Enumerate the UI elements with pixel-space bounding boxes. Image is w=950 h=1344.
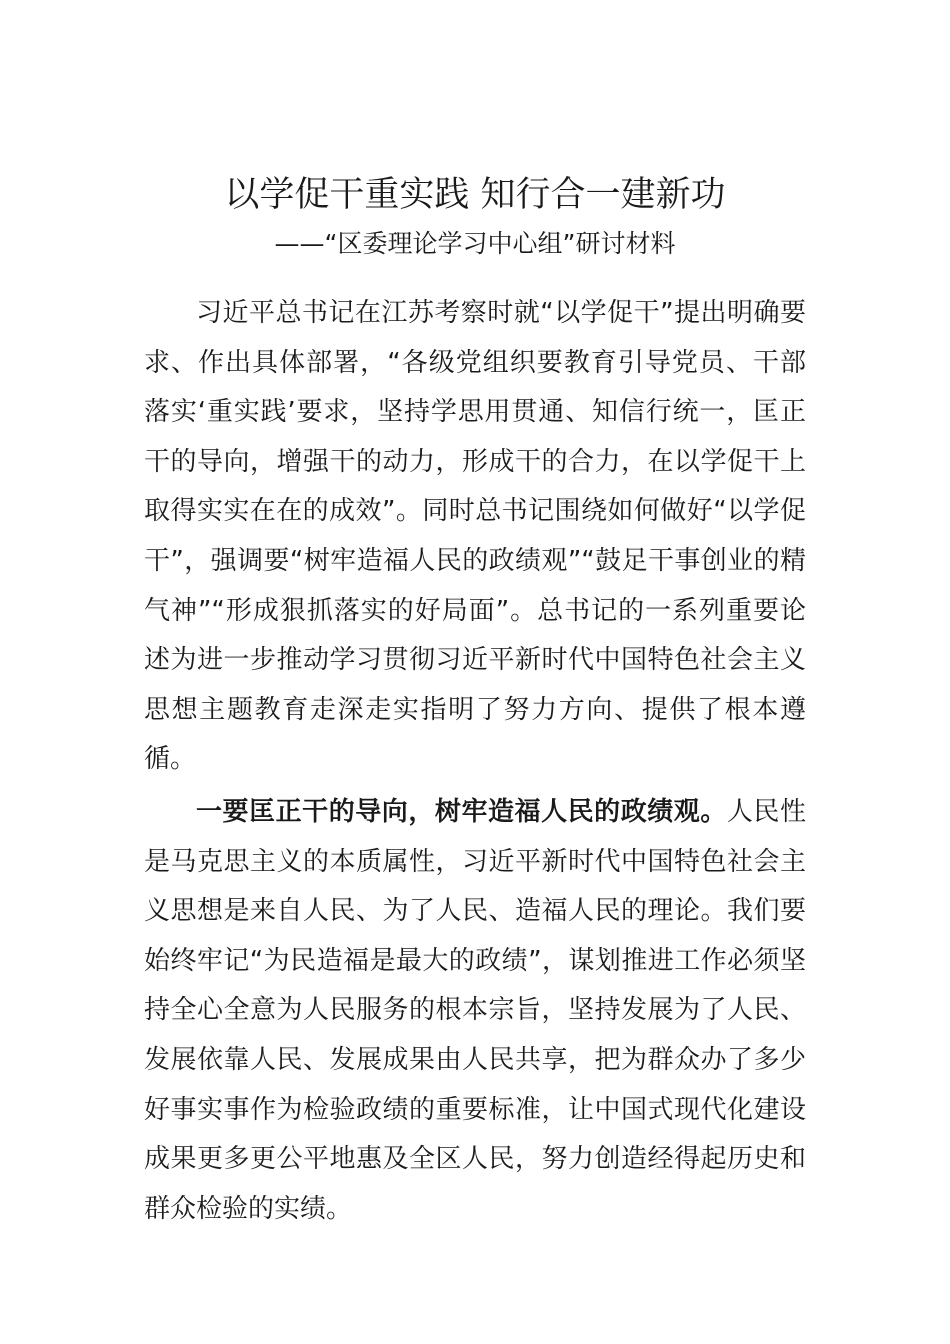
document-body <box>144 289 806 1234</box>
paragraph-text: 人民性是马克思主义的本质属性，习近平新时代中国特色社会主义思想是来自人民、为了人民、造福人民的理论。我们要始终牢记“为民造福是最大的政绩”，谋划推进工作必须坚持全心全意为人民服务的根本宗旨，坚持发展为了人民、发展依靠人民、发展成果由人民共享，把为群众办了多少好事实事作为检验政绩的重要标准，让中国式现代化建设成果更多更公平地惠及全区人民，努力创造经得起历史和群众检验的实绩。 <box>144 796 806 1224</box>
paragraph-lead-heading: 一要匡正干的导向，树牢造福人民的政绩观。 <box>196 796 727 827</box>
paragraph-point-one <box>144 788 806 1234</box>
paragraph-intro <box>144 289 806 785</box>
document-title: 以学促干重实践 知行合一建新功 <box>224 175 726 215</box>
document-subtitle: ——“区委理论学习中心组”研讨材料 <box>274 229 676 258</box>
paragraph-text: 习近平总书记在江苏考察时就“以学促干”提出明确要求、作出具体部署，“各级党组织要教育引导党员、干部落实‘重实践’要求，坚持学思用贯通、知信行统一，匡正干的导向，增强干的动力，形成干的合力，在以学促干上取得实实在在的成效”。同时总书记围绕如何做好“以学促干”，强调要“树牢造福人民的政绩观”“鼓足干事创业的精气神”“形成狠抓落实的好局面”。总书记的一系列重要论述为进一步推动学习贯彻习近平新时代中国特色社会主义思想主题教育走深走实指明了努力方向、提供了根本遵循。 <box>144 298 806 775</box>
